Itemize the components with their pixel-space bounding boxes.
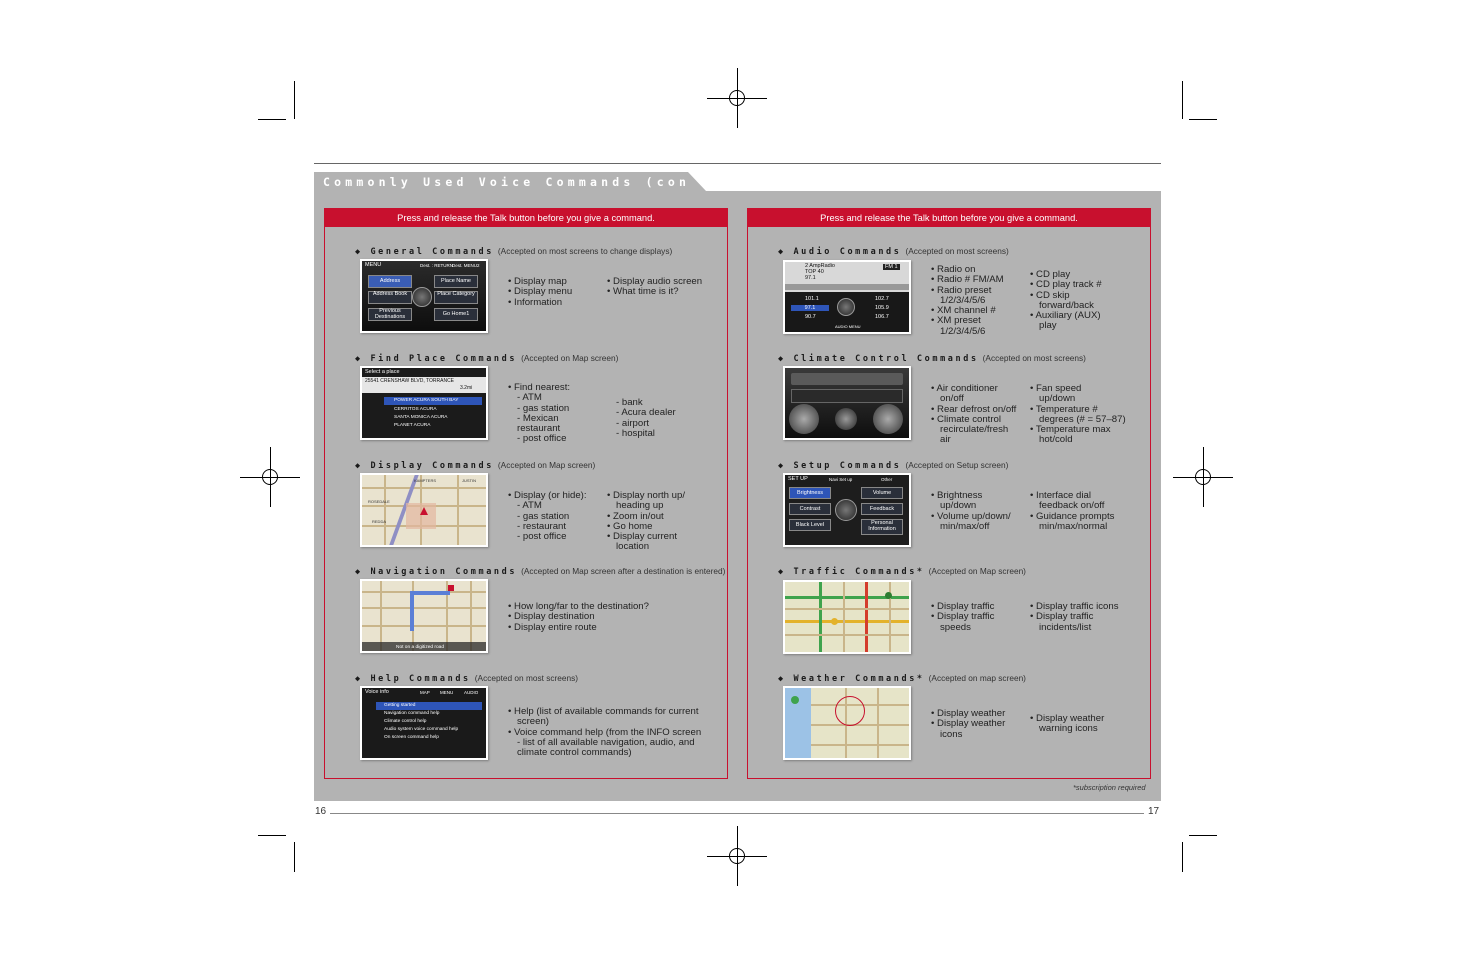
command-item: • Guidance prompts min/max/normal <box>1030 510 1115 532</box>
command-column <box>931 709 1029 740</box>
station-name: 2 AmpRadio <box>805 263 835 269</box>
find-place-commands-section <box>355 346 725 446</box>
audio-screenshot <box>783 260 911 334</box>
command-sub-item: - ATM <box>517 392 542 404</box>
command-item: • Display weather <box>931 708 1006 719</box>
voice-info-screenshot <box>360 686 488 760</box>
screen-button: Address Book <box>368 291 412 304</box>
climate-knob-icon <box>835 408 857 430</box>
screen-button: Black Level <box>789 519 831 531</box>
weather-icon <box>791 696 799 704</box>
command-sub-item: - ATM <box>517 500 542 512</box>
station-frequency: 97.1 <box>805 275 816 281</box>
command-item: • What time is it? <box>607 286 679 298</box>
station-genre: TOP 40 <box>805 269 824 275</box>
help-list-item: Getting started <box>384 703 416 708</box>
command-column <box>1030 270 1118 332</box>
section-title: ◆ Setup Commands <box>778 461 902 471</box>
section-heading <box>355 559 726 577</box>
section-heading <box>778 453 1009 471</box>
dial-icon <box>835 499 857 521</box>
command-item: • Display current location <box>607 531 678 553</box>
command-item: • Display traffic incidents/list <box>1030 611 1094 633</box>
registration-mark <box>707 826 767 886</box>
command-item: • Display menu <box>508 286 573 298</box>
command-item: • Brightness up/down <box>931 490 983 512</box>
dial-icon <box>412 287 432 307</box>
section-note: (Accepted on map screen) <box>928 673 1026 683</box>
command-item: • Radio on <box>931 264 976 275</box>
screen-tab: Dest. MENU2 <box>452 263 480 268</box>
command-column <box>508 491 606 542</box>
command-column <box>931 602 1029 633</box>
section-heading <box>355 666 579 684</box>
section-heading <box>778 559 1026 577</box>
crop-mark <box>1189 835 1217 836</box>
command-item: • Climate control recirculate/fresh air <box>931 413 1009 446</box>
screen-tab: AUDIO <box>464 690 479 695</box>
command-sub-item: - restaurant <box>517 520 567 532</box>
bottom-rule <box>330 813 1144 814</box>
section-note: (Accepted on Map screen) <box>521 353 619 363</box>
climate-commands-section <box>778 346 1148 446</box>
preset-button: 102.7 <box>875 296 889 302</box>
command-column <box>607 491 707 553</box>
screen-header: SET UP <box>788 476 808 482</box>
section-note: (Accepted on Map screen) <box>928 566 1026 576</box>
screen-button: Brightness <box>789 487 831 499</box>
command-item: • Temperature max hot/cold <box>1030 424 1111 446</box>
setup-screenshot <box>783 473 911 547</box>
command-column <box>508 277 604 308</box>
help-list-item: Navigation command help <box>384 711 440 716</box>
crop-mark <box>294 81 295 119</box>
section-title: ◆ Display Commands <box>355 461 494 471</box>
command-item: • Find nearest: <box>508 382 571 393</box>
section-note: (Accepted on Map screen) <box>497 460 596 470</box>
climate-knob-icon <box>789 404 819 434</box>
command-column <box>931 491 1029 532</box>
display-commands-section <box>355 453 725 553</box>
audio-menu-label: AUDIO MENU <box>835 324 861 329</box>
place-distance: 3.2mi <box>460 385 473 391</box>
screen-button: Volume <box>861 487 903 499</box>
command-item: • Display entire route <box>508 621 597 633</box>
audio-commands-section <box>778 239 1148 339</box>
traffic-incident-icon <box>885 592 892 599</box>
page-title: Commonly Used Voice Commands (continued) <box>323 175 768 189</box>
command-item: • Fan speed up/down <box>1030 383 1082 405</box>
command-item: • Radio # FM/AM <box>931 274 1004 286</box>
screen-button: Address <box>368 275 412 288</box>
command-item: • Display destination <box>508 611 595 623</box>
dial-icon <box>837 298 855 316</box>
weather-map-screenshot <box>783 686 911 760</box>
command-item: • CD skip forward/back <box>1030 289 1094 311</box>
command-column <box>508 707 703 758</box>
crop-mark <box>1182 842 1183 872</box>
screen-button: Feedback <box>861 503 903 515</box>
section-heading <box>355 239 673 257</box>
command-column <box>1030 714 1134 735</box>
crop-mark <box>1189 119 1217 120</box>
right-page-number: 17 <box>1148 806 1160 817</box>
command-column <box>1030 602 1134 633</box>
section-title: ◆ Climate Control Commands <box>778 354 979 364</box>
section-heading <box>778 239 1009 257</box>
command-column <box>508 383 608 445</box>
place-list-item: SANTA MONICA ACURA <box>394 415 448 420</box>
section-heading <box>778 666 1026 684</box>
title-tab <box>314 172 768 191</box>
menu-screenshot <box>360 259 488 333</box>
setup-commands-section <box>778 453 1148 553</box>
destination-flag-icon <box>448 585 454 591</box>
talk-button-banner: Press and release the Talk button before you give a command. <box>325 209 727 227</box>
screen-header: Voice info <box>365 689 389 695</box>
command-item: • Rear defrost on/off <box>931 403 1017 415</box>
section-heading <box>355 453 596 471</box>
command-item: • Display traffic <box>931 601 995 612</box>
command-item: • Information <box>508 296 563 308</box>
command-item: • Go home <box>607 520 653 532</box>
screen-button: Previous Destinations <box>368 308 412 321</box>
section-title: ◆ Find Place Commands <box>355 354 518 364</box>
screen-button: Place Category <box>434 291 478 304</box>
command-item: • How long/far to the destination? <box>508 601 649 612</box>
command-item: • Display traffic speeds <box>931 611 995 633</box>
left-command-box <box>324 208 728 779</box>
select-place-screenshot <box>360 366 488 440</box>
command-item: • Display weather icons <box>931 718 1006 740</box>
section-note: (Accepted on Map screen after a destination is entered) <box>521 566 726 576</box>
command-column <box>931 265 1029 337</box>
command-item: • Display north up/ heading up <box>607 490 686 512</box>
command-item: • Volume up/down/ min/max/off <box>931 510 1011 532</box>
place-address: 25541 CRENSHAW BLVD, TORRANCE <box>365 378 455 384</box>
left-page-number: 16 <box>315 806 327 817</box>
section-title: ◆ Traffic Commands* <box>778 567 925 577</box>
screen-button: Contrast <box>789 503 831 515</box>
command-item: • Auxiliary (AUX) play <box>1030 310 1101 332</box>
command-column <box>616 398 716 439</box>
preset-button: 106.7 <box>875 314 889 320</box>
command-column <box>1030 491 1134 532</box>
screen-tab: Other <box>881 477 893 482</box>
section-heading <box>778 346 1086 364</box>
command-item: • Interface dial feedback on/off <box>1030 490 1105 512</box>
command-item: • Display (or hide): <box>508 490 587 501</box>
crop-mark <box>258 119 286 120</box>
preset-button: 90.7 <box>805 314 816 320</box>
section-note: (Accepted on most screens to change displays) <box>497 246 673 256</box>
command-column <box>607 277 712 298</box>
command-item: • Display audio screen <box>607 276 703 287</box>
registration-mark <box>707 68 767 128</box>
section-title: ◆ Audio Commands <box>778 247 902 257</box>
preset-button: 105.9 <box>875 305 889 311</box>
weather-warning-icon <box>835 696 865 726</box>
navigation-commands-section <box>355 559 725 659</box>
command-item: • CD play track # <box>1030 279 1102 291</box>
command-sub-item: - post office <box>517 433 567 445</box>
command-item: • XM preset 1/2/3/4/5/6 <box>931 315 986 337</box>
weather-commands-section <box>778 666 1148 766</box>
map-label: JUSTIN <box>462 478 476 483</box>
command-sub-item: - gas station <box>517 402 570 414</box>
section-title: ◆ Help Commands <box>355 674 471 684</box>
command-item: • CD play <box>1030 269 1071 280</box>
talk-button-banner: Press and release the Talk button before you give a command. <box>748 209 1150 227</box>
command-sub-item: - bank <box>616 397 643 408</box>
band-label: FM 1 <box>885 264 898 270</box>
section-note: (Accepted on most screens) <box>905 246 1009 256</box>
traffic-incident-icon <box>831 618 838 625</box>
section-title: ◆ Weather Commands* <box>778 674 925 684</box>
map-label: KAMPTERS <box>414 478 437 483</box>
command-item: • Temperature # degrees (# = 57–87) <box>1030 403 1126 425</box>
screen-tab: Dest. : RETURN <box>420 263 454 268</box>
section-title: ◆ General Commands <box>355 247 494 257</box>
help-list-item: Climate control help <box>384 719 427 724</box>
general-commands-section <box>355 239 725 339</box>
traffic-map-screenshot <box>783 580 911 654</box>
climate-panel-photo <box>783 366 911 440</box>
registration-mark <box>1173 447 1233 507</box>
command-item: • Air conditioner on/off <box>931 383 998 405</box>
screen-tab: Navi Set up <box>829 477 853 482</box>
map-status-text: Not on a digitized road <box>396 645 444 650</box>
screen-tab: MENU <box>440 690 454 695</box>
climate-knob-icon <box>873 404 903 434</box>
screen-tab: MAP <box>420 690 430 695</box>
section-title: ◆ Navigation Commands <box>355 567 518 577</box>
screen-button: Go Home1 <box>434 308 478 321</box>
preset-button: 97.1 <box>791 305 829 311</box>
command-item: • XM channel # <box>931 305 996 317</box>
place-list-item: CERRITOS ACURA <box>394 407 437 412</box>
screen-button: Place Name <box>434 275 478 288</box>
screen-button: Personal Information <box>861 519 903 535</box>
command-sub-item: - Mexican restaurant <box>517 412 561 435</box>
crop-mark <box>294 842 295 872</box>
command-item: • Zoom in/out <box>607 510 664 522</box>
crop-mark <box>258 835 286 836</box>
place-list-item: POWER ACURA SOUTH BAY <box>394 398 459 403</box>
help-list-item: Audio system voice command help <box>384 727 459 732</box>
screen-header: MENU <box>365 262 382 268</box>
map-screenshot <box>360 473 488 547</box>
screen-header: Select a place <box>365 369 400 375</box>
command-sub-item: - gas station <box>517 510 570 522</box>
command-column <box>508 602 708 633</box>
map-label: REDDA <box>372 519 387 524</box>
help-list-item: On screen command help <box>384 735 439 740</box>
subscription-footnote: *subscription required <box>1073 783 1146 792</box>
command-column <box>1030 384 1134 446</box>
place-list-item: PLANET ACURA <box>394 423 431 428</box>
route-map-screenshot <box>360 579 488 653</box>
command-item: • Help (list of available commands for current screen) <box>508 706 699 728</box>
command-sub-item: - Acura dealer <box>616 407 676 419</box>
help-commands-section <box>355 666 725 766</box>
command-item: • Display map <box>508 276 567 287</box>
command-column <box>931 384 1029 446</box>
command-sub-item: - hospital <box>616 427 655 439</box>
right-command-box <box>747 208 1151 779</box>
command-item: • Display traffic icons <box>1030 601 1119 612</box>
section-note: (Accepted on most screens) <box>982 353 1086 363</box>
map-label: ROSEDALE <box>368 499 390 504</box>
command-item: • Radio preset 1/2/3/4/5/6 <box>931 284 992 306</box>
command-item: • Voice command help (from the INFO screen - list of all available navigation, audio, and climate control commands) <box>508 726 702 759</box>
section-note: (Accepted on Setup screen) <box>905 460 1009 470</box>
preset-button: 101.1 <box>805 296 819 302</box>
command-item: • Display weather warning icons <box>1030 713 1105 735</box>
command-sub-item: - post office <box>517 531 567 543</box>
traffic-commands-section <box>778 559 1148 659</box>
section-heading <box>355 346 619 364</box>
section-note: (Accepted on most screens) <box>474 673 579 683</box>
top-rule <box>314 163 1161 164</box>
crop-mark <box>1182 81 1183 119</box>
command-sub-item: - airport <box>616 417 650 429</box>
registration-mark <box>240 447 300 507</box>
car-position-icon <box>420 507 428 515</box>
